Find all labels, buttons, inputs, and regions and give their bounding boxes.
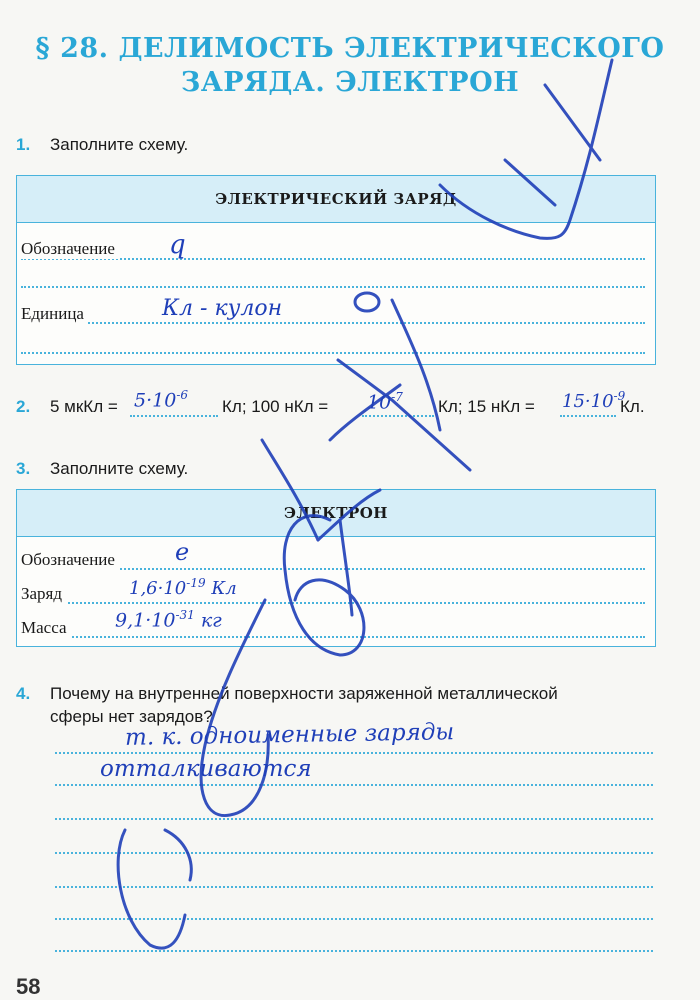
answer-electron-mass: $9,1\cdot 10^{-31}$ кг <box>115 608 222 632</box>
task-2-part-4: Кл. <box>620 397 645 416</box>
answer-electron-charge: $1,6\cdot 10^{-19}$ Кл <box>129 576 237 599</box>
scheme-2-header: ЭЛЕКТРОН <box>17 490 655 537</box>
scheme-1-header: ЭЛЕКТРИЧЕСКИЙ ЗАРЯД <box>17 176 655 223</box>
scheme-electric-charge <box>16 175 656 365</box>
task-2-part-1: 5 мкКл = <box>50 397 118 416</box>
task-4-answer-line-1: т. к. одноименные заряды <box>124 719 455 751</box>
answer-line-6 <box>55 918 653 920</box>
scheme-2-label-designation: Обозначение <box>21 550 119 570</box>
task-3-number: 3. <box>16 459 31 478</box>
page-title <box>0 32 700 100</box>
answer-line-2 <box>55 784 653 786</box>
task-3-text: Заполните схему. <box>50 459 189 478</box>
answer-15-nano-coulomb: $15\cdot 10^{-9}$ <box>562 389 626 412</box>
scheme-1-label-unit: Единица <box>21 304 88 324</box>
scheme-1-label-designation: Обозначение <box>21 239 119 259</box>
scheme-1-line-2 <box>21 286 645 288</box>
answer-100-nano-coulomb: $10^{-7}$ <box>367 390 403 414</box>
task-4-number: 4. <box>16 684 31 703</box>
scheme-1-line-3 <box>21 322 645 324</box>
answer-line-5 <box>55 886 653 888</box>
task-2-number: 2. <box>16 397 31 416</box>
title-line-1: § 28. ДЕЛИМОСТЬ ЭЛЕКТРИЧЕСКОГО <box>35 33 665 64</box>
answer-charge-unit: Кл - кулон <box>162 296 283 321</box>
answer-line-3 <box>55 818 653 820</box>
scheme-2-label-charge: Заряд <box>21 584 66 604</box>
task-2-blank-1 <box>130 415 218 417</box>
scheme-2-line-3 <box>21 636 645 638</box>
task-4-answer-line-2: отталкиваются <box>100 756 312 782</box>
task-2-blank-2 <box>362 415 434 417</box>
answer-line-4 <box>55 852 653 854</box>
scheme-2-label-mass: Масса <box>21 618 71 638</box>
answer-electron-symbol: e <box>175 538 190 566</box>
answer-line-7 <box>55 950 653 952</box>
task-4-question-line-2: сферы нет зарядов? <box>50 707 213 726</box>
title-line-2: ЗАРЯДА. ЭЛЕКТРОН <box>180 67 520 98</box>
scheme-1-line-4 <box>21 352 645 354</box>
scheme-electron <box>16 489 656 647</box>
task-2-part-2: Кл; 100 нКл = <box>222 397 329 416</box>
task-1-text: Заполните схему. <box>50 135 189 154</box>
answer-line-1 <box>55 752 653 754</box>
scheme-2-line-2 <box>21 602 645 604</box>
answer-charge-symbol: q <box>169 230 186 260</box>
task-2-blank-3 <box>560 415 616 417</box>
page-number: 58 <box>16 974 41 999</box>
answer-micro-coulomb: $5\cdot 10^{-6}$ <box>134 388 189 412</box>
task-2-part-3: Кл; 15 нКл = <box>438 397 535 416</box>
task-1-number: 1. <box>16 135 31 154</box>
task-4-question-line-1: Почему на внутренней поверхности заряженной металлической <box>50 684 558 703</box>
